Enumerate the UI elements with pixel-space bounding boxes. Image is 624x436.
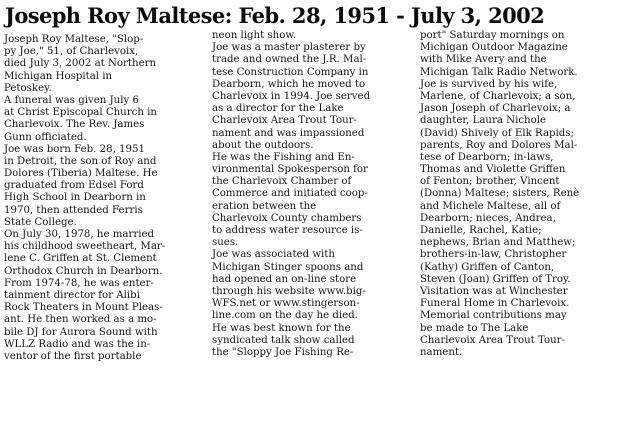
text-line: nephews, Brian and Matthew; <box>420 237 576 249</box>
text-line: He was the Fishing and En- <box>212 151 355 163</box>
text-line: graduated from Edsel Ford <box>4 180 144 192</box>
text-line: (David) Shively of Elk Rapids; <box>420 127 574 139</box>
text-line: tainment director for Alibi <box>4 289 140 301</box>
text-line: of Fenton; brother, Vincent <box>420 176 560 188</box>
text-line: neon light show. <box>212 30 297 41</box>
text-line: be made to The Lake <box>420 322 529 334</box>
paragraph <box>4 34 204 95</box>
text-line: WFS.net or www.stingerson- <box>212 298 360 310</box>
text-line: 1970, then attended Ferris <box>4 204 143 216</box>
text-line: Dearborn, which he moved to <box>212 78 366 90</box>
paragraph <box>4 278 204 363</box>
paragraph <box>212 323 412 360</box>
paragraph <box>212 30 412 42</box>
text-line: bile DJ for Aurora Sound with <box>4 326 158 338</box>
text-line: High School in Dearborn in <box>4 192 146 204</box>
text-line: daughter, Laura Nichole <box>420 115 547 127</box>
text-column-2 <box>212 30 412 359</box>
text-line: Memorial contributions may <box>420 310 567 322</box>
paragraph <box>420 286 620 310</box>
text-line: He was best known for the <box>212 322 351 334</box>
paragraph <box>420 310 620 359</box>
text-line: Dearborn; nieces, Andrea, <box>420 212 556 224</box>
text-column-1 <box>4 34 204 363</box>
text-line: ant. He then worked as a mo- <box>4 314 157 326</box>
paragraph <box>420 79 620 286</box>
text-line: the Charlevoix Chamber of <box>212 176 352 188</box>
text-line: Rock Theaters in Mount Pleas- <box>4 302 163 314</box>
text-line: Jason Joseph of Charlevoix; a <box>420 103 571 115</box>
text-line: (Donna) Maltese; sisters, Renè <box>420 188 580 200</box>
text-line: Thomas and Violette Griffen <box>420 164 566 176</box>
text-line: lene C. Griffen at St. Clement <box>4 253 157 265</box>
text-line: Charlevoix County chambers <box>212 212 362 224</box>
paragraph <box>4 95 204 144</box>
text-line: his childhood sweetheart, Mar- <box>4 241 166 253</box>
text-line: Orthodox Church in Dearborn. <box>4 265 163 277</box>
text-line: sues. <box>212 237 239 249</box>
text-line: as a director for the Lake <box>212 103 344 115</box>
text-line: line.com on the day he died. <box>212 310 358 322</box>
text-line: had opened an on-line store <box>212 273 357 285</box>
text-line: Michigan Outdoor Magazine <box>420 42 568 54</box>
text-line: Visitation was at Winchester <box>420 285 568 297</box>
text-line: the "Sloppy Joe Fishing Re- <box>212 346 354 358</box>
paragraph <box>212 249 412 322</box>
text-line: Steven (Joan) Griffen of Troy. <box>420 273 571 285</box>
text-line: Dolores (Tiberia) Maltese. He <box>4 168 158 180</box>
text-line: eration between the <box>212 200 317 212</box>
text-line: nament. <box>420 346 463 358</box>
paragraph <box>420 30 620 79</box>
text-line: (Kathy) Griffen of Canton, <box>420 261 555 273</box>
text-line: Charlevoix. The Rev. James <box>4 119 145 131</box>
text-line: Charlevoix in 1994. Joe served <box>212 90 371 102</box>
text-line: Charlevoix Area Trout Tour- <box>212 115 357 127</box>
text-line: Michigan Hospital in <box>4 70 113 82</box>
text-line: A funeral was given July 6 <box>4 94 139 106</box>
text-line: ventor of the first portable <box>4 350 142 362</box>
text-line: at Christ Episcopal Church in <box>4 107 157 119</box>
text-line: through his website www.big- <box>212 285 366 297</box>
text-line: Joe was a master plasterer by <box>212 42 366 54</box>
text-line: Charlevoix Area Trout Tour- <box>420 334 565 346</box>
paragraph <box>4 229 204 278</box>
paragraph <box>212 152 412 250</box>
text-line: and Michele Maltese, all of <box>420 200 561 212</box>
text-line: State College. <box>4 216 77 228</box>
text-line: On July 30, 1978, he married <box>4 229 155 240</box>
text-line: in Detroit, the son of Roy and <box>4 155 157 167</box>
text-column-3 <box>420 30 620 359</box>
text-line: Michigan Stinger spoons and <box>212 261 364 273</box>
text-line: Joe was born Feb. 28, 1951 <box>4 143 145 155</box>
text-line: tese of Dearborn; in-laws, <box>420 151 554 163</box>
text-line: Commerce and initiated coop- <box>212 188 368 200</box>
text-line: Funeral Home in Charlevoix. <box>420 298 570 310</box>
text-line: nament and was impassioned <box>212 127 365 139</box>
text-line: brothers-in-law, Christopher <box>420 249 567 261</box>
headline: Joseph Roy Maltese: Feb. 28, 1951 - July 3, 2002 <box>5 3 545 28</box>
text-line: Joseph Roy Maltese, "Slop- <box>4 34 144 45</box>
text-line: WLLZ Radio and was the in- <box>4 338 151 350</box>
text-line: port" Saturday mornings on <box>420 30 565 41</box>
text-line: about the outdoors. <box>212 139 314 151</box>
text-line: syndicated talk show called <box>212 334 355 346</box>
text-line: to address water resource is- <box>212 225 363 236</box>
text-line: Marlene, of Charlevoix; a son, <box>420 90 576 102</box>
text-line: py Joe," 51, of Charlevoix, <box>4 46 139 58</box>
text-line: Michigan Talk Radio Network. <box>420 66 578 78</box>
text-line: From 1974-78, he was enter- <box>4 277 154 289</box>
text-line: trade and owned the J.R. Mal- <box>212 54 367 66</box>
text-line: parents, Roy and Dolores Mal- <box>420 139 578 151</box>
paragraph <box>212 42 412 152</box>
text-line: Gunn officiated. <box>4 131 87 143</box>
text-line: Petoskey. <box>4 82 52 94</box>
text-line: vironmental Spokesperson for <box>212 164 368 176</box>
text-line: Danielle, Rachel, Katie; <box>420 225 542 236</box>
text-line: died July 3, 2002 at Northern <box>4 58 157 70</box>
paragraph <box>4 144 204 229</box>
text-line: Joe was associated with <box>212 249 335 261</box>
text-line: tese Construction Company in <box>212 66 369 78</box>
text-line: Joe is survived by his wife, <box>420 78 558 90</box>
text-line: with Mike Avery and the <box>420 54 547 66</box>
